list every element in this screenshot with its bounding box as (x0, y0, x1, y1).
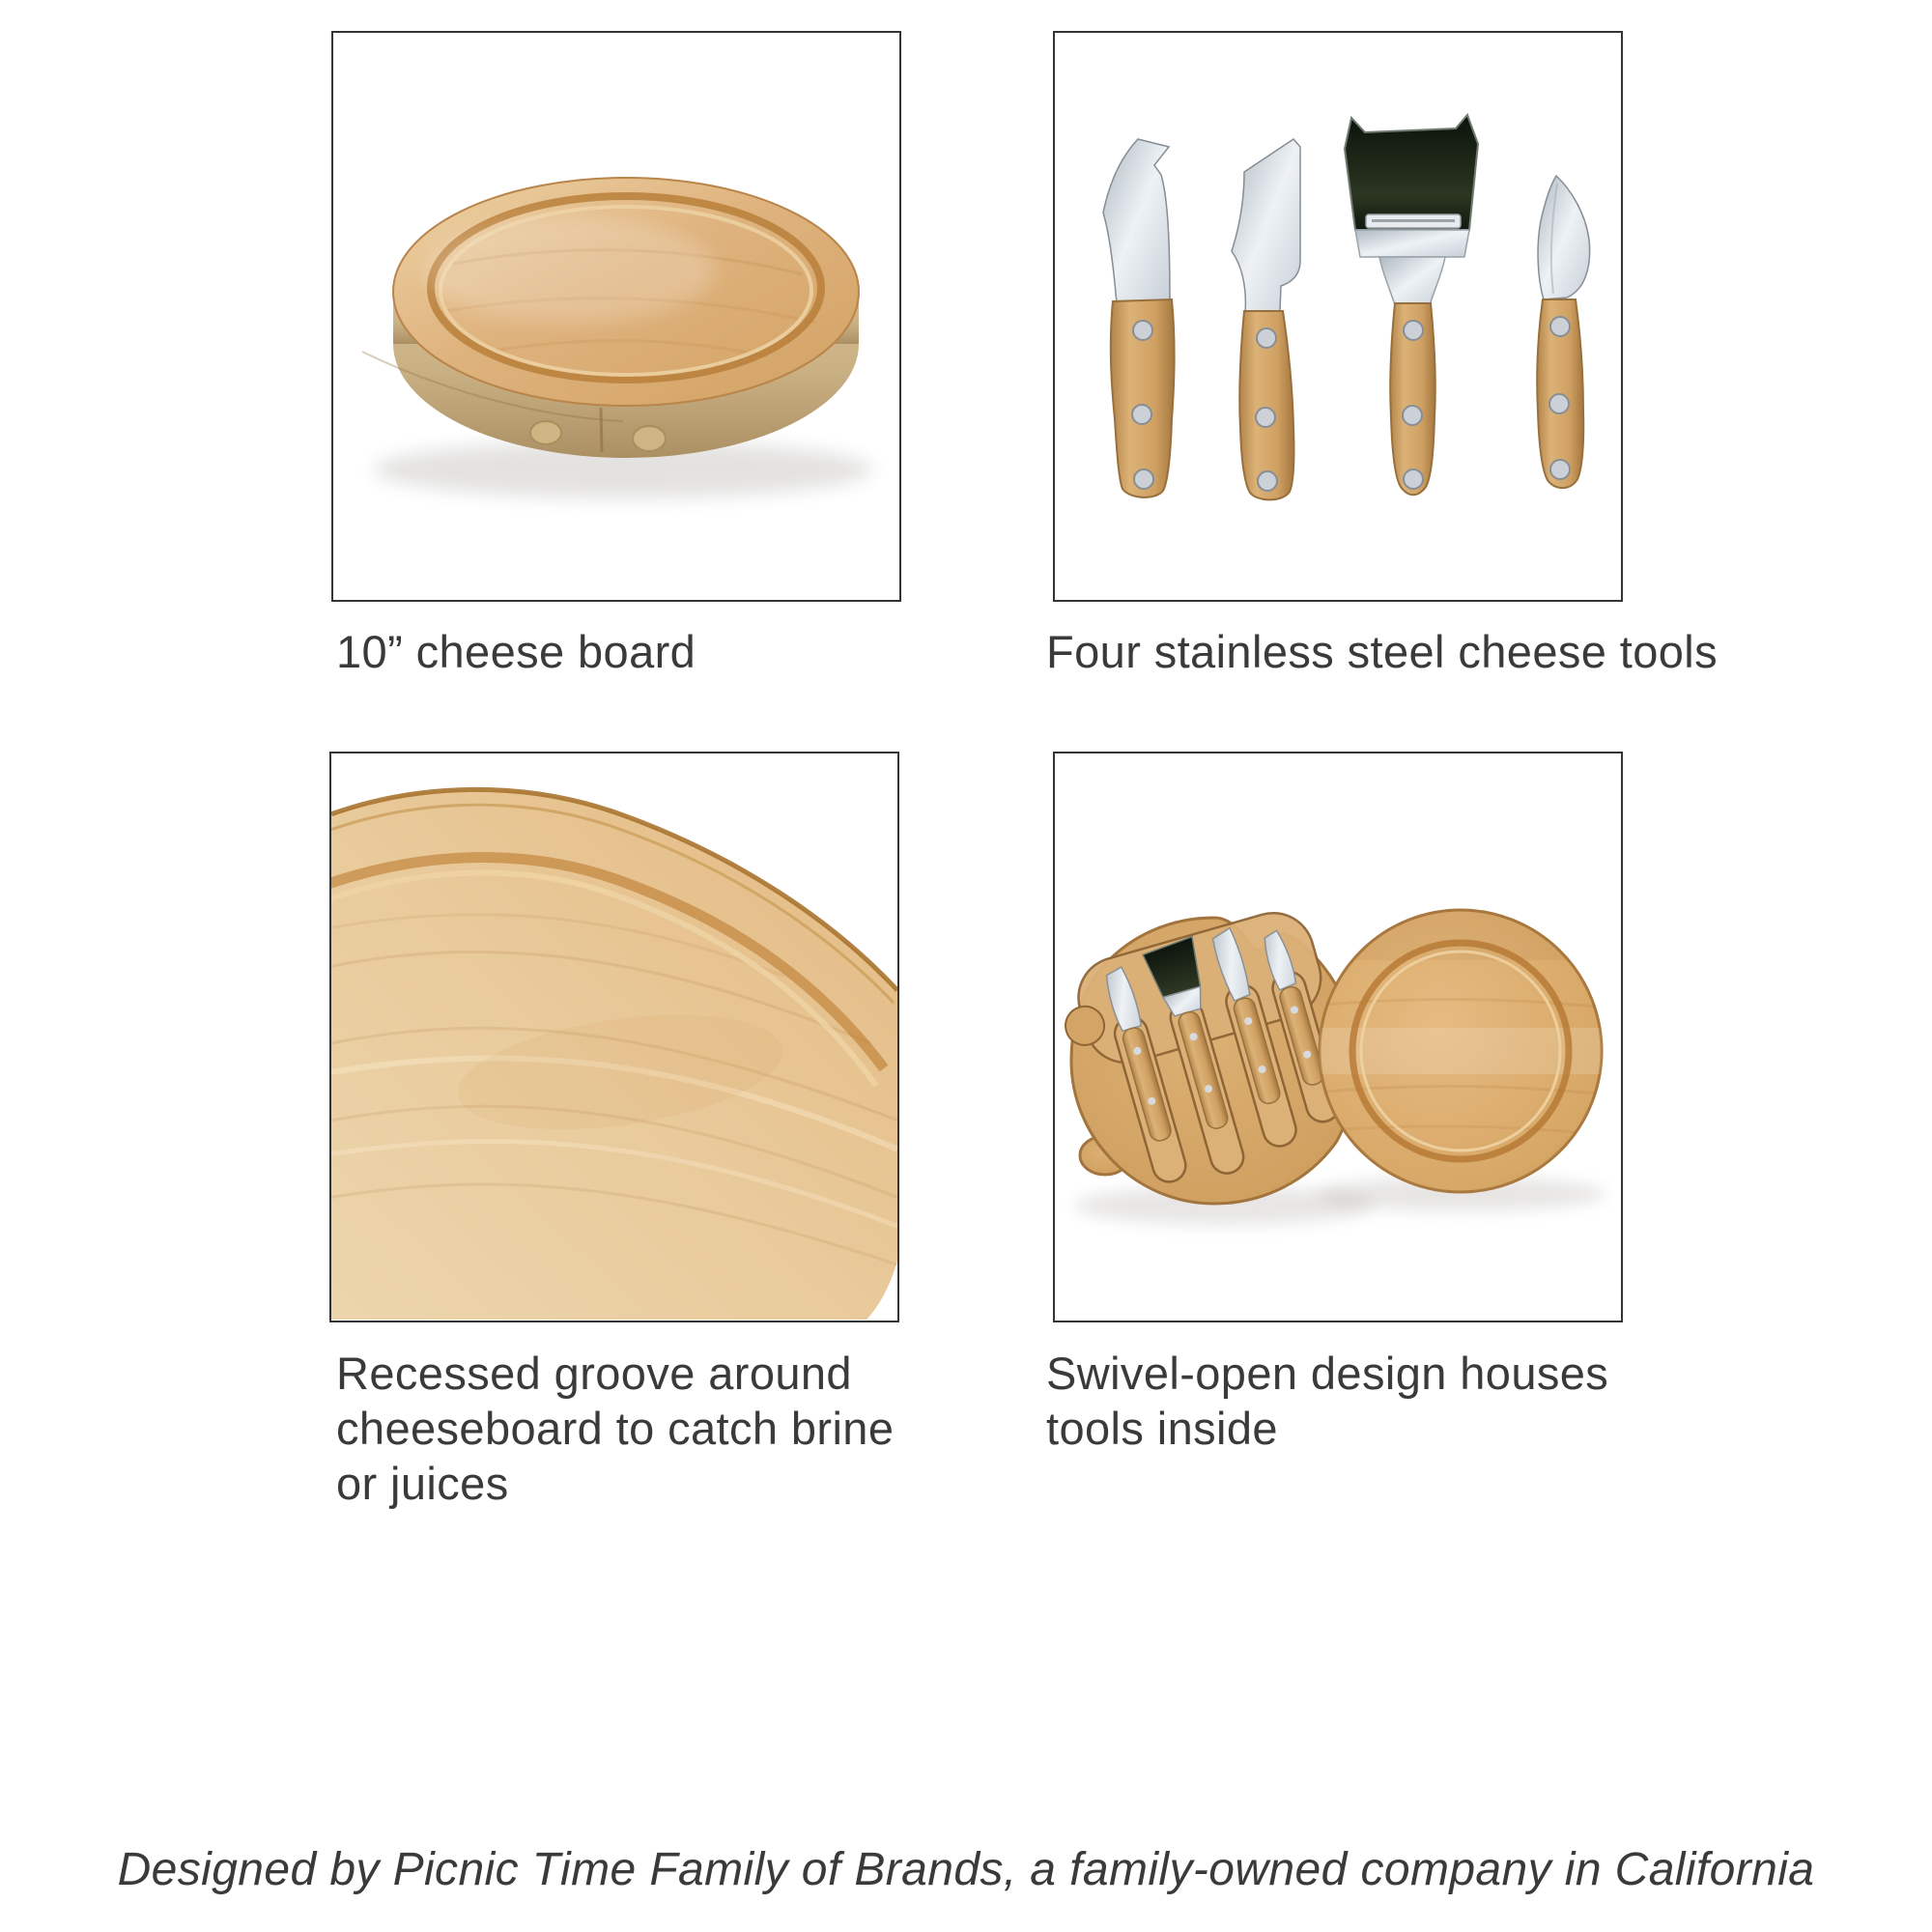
groove-closeup-photo (331, 753, 897, 1321)
caption-swivel-open (1046, 1346, 1608, 1456)
board-top-face (393, 178, 859, 406)
dowel (530, 421, 561, 444)
dowel (633, 426, 666, 451)
caption-cheese-tools (1046, 624, 1718, 679)
caption-line: Swivel-open design houses (1046, 1348, 1609, 1399)
closed-board (1320, 910, 1602, 1192)
cheese-knife-forked (1103, 139, 1175, 497)
cheese-tools-photo (1055, 33, 1621, 600)
caption-line: 10” cheese board (336, 626, 696, 677)
caption-recessed-groove (336, 1346, 894, 1511)
panel-cheese-board (331, 31, 901, 602)
caption-line: tools inside (1046, 1403, 1278, 1454)
caption-cheese-board (336, 624, 696, 679)
footer-tagline: Designed by Picnic Time Family of Brands, a family-owned company in California (117, 1844, 1815, 1895)
cheese-plane (1345, 115, 1478, 495)
panel-groove-closeup (329, 752, 899, 1322)
caption-line: cheeseboard to catch brine (336, 1403, 895, 1454)
panel-swivel-open (1053, 752, 1623, 1322)
caption-line: Recessed groove around (336, 1348, 852, 1399)
cheese-knife-angled (1232, 139, 1300, 499)
cheese-knife-spade (1537, 176, 1589, 488)
caption-line: Four stainless steel cheese tools (1046, 626, 1719, 677)
cheese-board-photo (333, 33, 899, 600)
caption-line: or juices (336, 1458, 509, 1509)
swivel-open-photo (1055, 753, 1621, 1321)
panel-cheese-tools (1053, 31, 1623, 602)
